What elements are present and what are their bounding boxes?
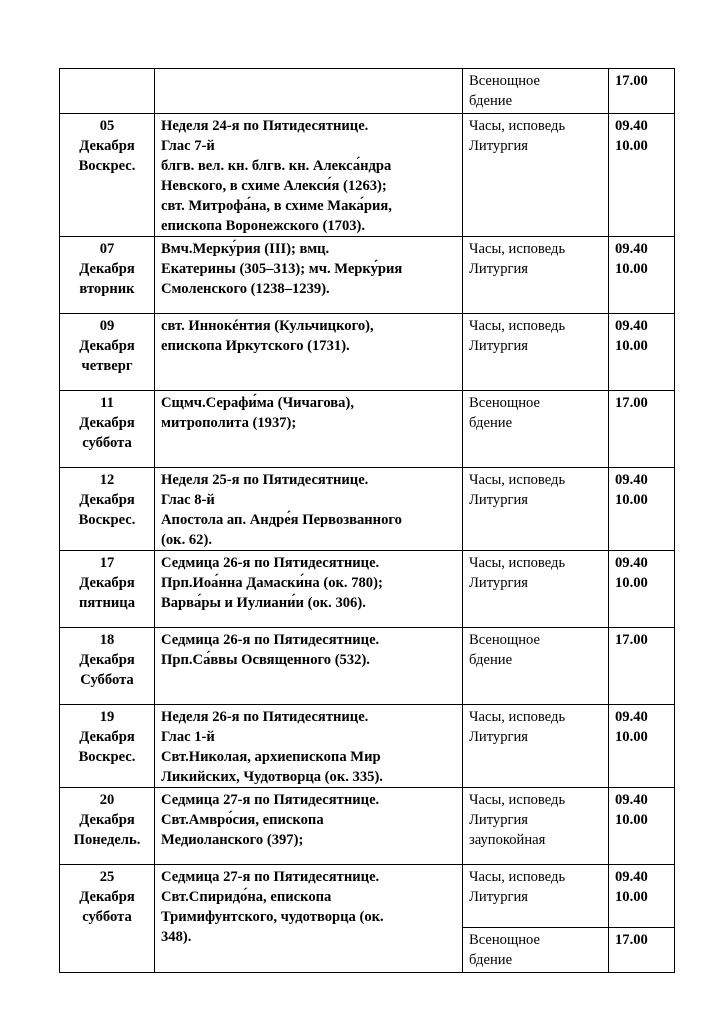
service-cell-line: Всенощное <box>469 932 540 948</box>
date-cell-line: 05 <box>99 118 115 134</box>
service-cell <box>463 468 609 551</box>
date-cell-line: Декабря <box>79 492 135 508</box>
schedule-body <box>60 69 675 973</box>
date-cell-line: Декабря <box>79 889 135 905</box>
service-cell-line: заупокойная <box>469 832 546 848</box>
service-cell <box>463 928 609 973</box>
time-cell-line: 10.00 <box>615 729 648 745</box>
date-cell-line: 07 <box>99 241 115 257</box>
time-cell-line: 10.00 <box>615 812 648 828</box>
date-cell-line: 20 <box>99 792 115 808</box>
date-cell-line: Декабря <box>79 338 135 354</box>
feast-cell-line: Ликийских, Чудотворца (ок. 335). <box>161 769 383 785</box>
date-cell-line: 11 <box>100 395 114 411</box>
date-cell-line: суббота <box>82 909 132 925</box>
service-cell <box>463 237 609 314</box>
feast-cell-line: Прп.Иоа́нна Дамаски́на (ок. 780); <box>161 575 383 591</box>
date-cell-line: 25 <box>99 869 115 885</box>
service-cell-line: бдение <box>469 415 513 431</box>
feast-cell-line: Глас 8-й <box>161 492 215 508</box>
service-cell-line: Литургия <box>469 261 528 277</box>
time-cell-line: 17.00 <box>615 73 648 89</box>
service-cell <box>463 865 609 928</box>
date-cell <box>60 468 155 551</box>
time-cell-line: 09.40 <box>615 555 648 571</box>
feast-cell-line: митрополита (1937); <box>161 415 297 431</box>
date-cell-line: Декабря <box>79 575 135 591</box>
feast-cell <box>155 788 463 865</box>
feast-cell-line: Прп.Са́ввы Освященного (532). <box>161 652 370 668</box>
time-cell <box>609 114 675 237</box>
service-cell <box>463 551 609 628</box>
service-cell <box>463 314 609 391</box>
time-cell-line: 10.00 <box>615 889 648 905</box>
time-cell <box>609 551 675 628</box>
date-cell <box>60 314 155 391</box>
date-cell-line: Воскрес. <box>78 512 136 528</box>
service-cell <box>463 114 609 237</box>
feast-cell-line: Седмица 27-я по Пятидесятнице. <box>161 792 380 808</box>
feast-cell-line: Медиоланского (397); <box>161 832 304 848</box>
time-cell-line: 09.40 <box>615 869 648 885</box>
feast-cell-line: епископа Воронежского (1703). <box>161 218 366 234</box>
service-cell-line: Литургия <box>469 575 528 591</box>
date-cell-line: суббота <box>82 435 132 451</box>
service-cell-line: бдение <box>469 93 513 109</box>
service-cell-line: Всенощное <box>469 395 540 411</box>
feast-cell-line: Невского, в схиме Алекси́я (1263); <box>161 178 387 194</box>
service-cell-line: Литургия <box>469 338 528 354</box>
schedule-row <box>60 237 675 314</box>
service-cell-line: Часы, исповедь <box>469 869 566 885</box>
time-cell <box>609 928 675 973</box>
time-cell <box>609 865 675 928</box>
feast-cell <box>155 468 463 551</box>
date-cell-line: Суббота <box>80 672 134 688</box>
feast-cell-line: Смоленского (1238–1239). <box>161 281 330 297</box>
time-cell <box>609 391 675 468</box>
time-cell-line: 17.00 <box>615 632 648 648</box>
date-cell-line: пятница <box>79 595 135 611</box>
time-cell-line: 17.00 <box>615 932 648 948</box>
date-cell-line: 17 <box>99 555 115 571</box>
time-cell-line: 10.00 <box>615 338 648 354</box>
feast-cell-line: Неделя 26-я по Пятидесятнице. <box>161 709 369 725</box>
feast-cell <box>155 865 463 973</box>
service-cell-line: Всенощное <box>469 73 540 89</box>
date-cell <box>60 865 155 973</box>
feast-cell-line: Тримифунтского, чудотворца (ок. <box>161 909 384 925</box>
schedule-row <box>60 314 675 391</box>
feast-cell-line: Седмица 27-я по Пятидесятнице. <box>161 869 380 885</box>
service-cell-line: Литургия <box>469 812 528 828</box>
service-cell-line: бдение <box>469 952 513 968</box>
date-cell <box>60 114 155 237</box>
date-cell-line: Декабря <box>79 138 135 154</box>
service-cell-line: Всенощное <box>469 632 540 648</box>
date-cell-line: Декабря <box>79 261 135 277</box>
feast-cell-line: епископа Иркутского (1731). <box>161 338 350 354</box>
date-cell-line: 12 <box>99 472 115 488</box>
date-cell-line: Воскрес. <box>78 749 136 765</box>
service-cell-line: Литургия <box>469 889 528 905</box>
service-cell-line: Часы, исповедь <box>469 472 566 488</box>
feast-cell-line: (ок. 62). <box>161 532 212 548</box>
time-cell-line: 10.00 <box>615 138 648 154</box>
feast-cell <box>155 69 463 114</box>
feast-cell <box>155 705 463 788</box>
feast-cell <box>155 237 463 314</box>
date-cell-line: Понедель. <box>73 832 141 848</box>
schedule-table <box>59 68 675 973</box>
time-cell <box>609 628 675 705</box>
service-cell-line: Часы, исповедь <box>469 709 566 725</box>
date-cell-line: вторник <box>79 281 135 297</box>
service-cell-line: Часы, исповедь <box>469 118 566 134</box>
feast-cell-line: Неделя 25-я по Пятидесятнице. <box>161 472 369 488</box>
feast-cell-line: Свт.Амвро́сия, епископа <box>161 812 324 828</box>
schedule-row <box>60 551 675 628</box>
time-cell-line: 09.40 <box>615 118 648 134</box>
schedule-row <box>60 114 675 237</box>
time-cell <box>609 788 675 865</box>
date-cell <box>60 69 155 114</box>
schedule-row <box>60 705 675 788</box>
date-cell <box>60 788 155 865</box>
service-cell-line: Часы, исповедь <box>469 241 566 257</box>
service-cell-line: Литургия <box>469 729 528 745</box>
schedule-row <box>60 468 675 551</box>
date-cell-line: Декабря <box>79 415 135 431</box>
date-cell <box>60 237 155 314</box>
time-cell-line: 09.40 <box>615 709 648 725</box>
date-cell-line: Декабря <box>79 812 135 828</box>
feast-cell-line: Сщмч.Серафи́ма (Чичагова), <box>161 395 354 411</box>
service-cell <box>463 628 609 705</box>
feast-cell <box>155 314 463 391</box>
time-cell-line: 09.40 <box>615 792 648 808</box>
schedule-row <box>60 628 675 705</box>
date-cell-line: Декабря <box>79 729 135 745</box>
feast-cell-line: Глас 1-й <box>161 729 215 745</box>
date-cell <box>60 551 155 628</box>
service-cell <box>463 69 609 114</box>
service-cell-line: Литургия <box>469 138 528 154</box>
service-cell <box>463 788 609 865</box>
feast-cell-line: блгв. вел. кн. блгв. кн. Алекса́ндра <box>161 158 392 174</box>
service-cell <box>463 705 609 788</box>
feast-cell-line: Свт.Спиридо́на, епископа <box>161 889 332 905</box>
schedule-row <box>60 391 675 468</box>
feast-cell-line: Седмица 26-я по Пятидесятнице. <box>161 632 380 648</box>
service-cell-line: Часы, исповедь <box>469 555 566 571</box>
feast-cell-line: Варва́ры и Иулиани́и (ок. 306). <box>161 595 366 611</box>
service-cell-line: Часы, исповедь <box>469 318 566 334</box>
time-cell-line: 10.00 <box>615 261 648 277</box>
feast-cell <box>155 551 463 628</box>
schedule-row <box>60 865 675 928</box>
schedule-row <box>60 788 675 865</box>
schedule-row <box>60 69 675 114</box>
feast-cell <box>155 114 463 237</box>
time-cell <box>609 705 675 788</box>
time-cell-line: 10.00 <box>615 492 648 508</box>
date-cell-line: Воскрес. <box>78 158 136 174</box>
time-cell <box>609 468 675 551</box>
feast-cell-line: 348). <box>161 929 192 945</box>
feast-cell-line: свт. Митрофа́на, в схиме Мака́рия, <box>161 198 392 214</box>
date-cell-line: 09 <box>99 318 115 334</box>
service-cell-line: Литургия <box>469 492 528 508</box>
date-cell <box>60 391 155 468</box>
date-cell-line: четверг <box>81 358 133 374</box>
date-cell-line: Декабря <box>79 652 135 668</box>
date-cell <box>60 705 155 788</box>
service-cell <box>463 391 609 468</box>
feast-cell <box>155 391 463 468</box>
time-cell-line: 09.40 <box>615 241 648 257</box>
feast-cell-line: Свт.Николая, архиепископа Мир <box>161 749 381 765</box>
time-cell <box>609 69 675 114</box>
date-cell-line: 18 <box>99 632 115 648</box>
feast-cell-line: свт. Иннокéнтия (Кульчицкого), <box>161 318 374 334</box>
feast-cell-line: Неделя 24-я по Пятидесятнице. <box>161 118 369 134</box>
time-cell-line: 09.40 <box>615 318 648 334</box>
time-cell-line: 10.00 <box>615 575 648 591</box>
feast-cell-line: Вмч.Мерку́рия (III); вмц. <box>161 241 330 257</box>
service-cell-line: бдение <box>469 652 513 668</box>
feast-cell <box>155 628 463 705</box>
feast-cell-line: Апостола ап. Андре́я Первозванного <box>161 512 402 528</box>
time-cell <box>609 314 675 391</box>
feast-cell-line: Седмица 26-я по Пятидесятнице. <box>161 555 380 571</box>
time-cell-line: 09.40 <box>615 472 648 488</box>
date-cell-line: 19 <box>99 709 115 725</box>
service-cell-line: Часы, исповедь <box>469 792 566 808</box>
date-cell <box>60 628 155 705</box>
time-cell-line: 17.00 <box>615 395 648 411</box>
feast-cell-line: Екатерины (305–313); мч. Мерку́рия <box>161 261 403 277</box>
time-cell <box>609 237 675 314</box>
feast-cell-line: Глас 7-й <box>161 138 215 154</box>
